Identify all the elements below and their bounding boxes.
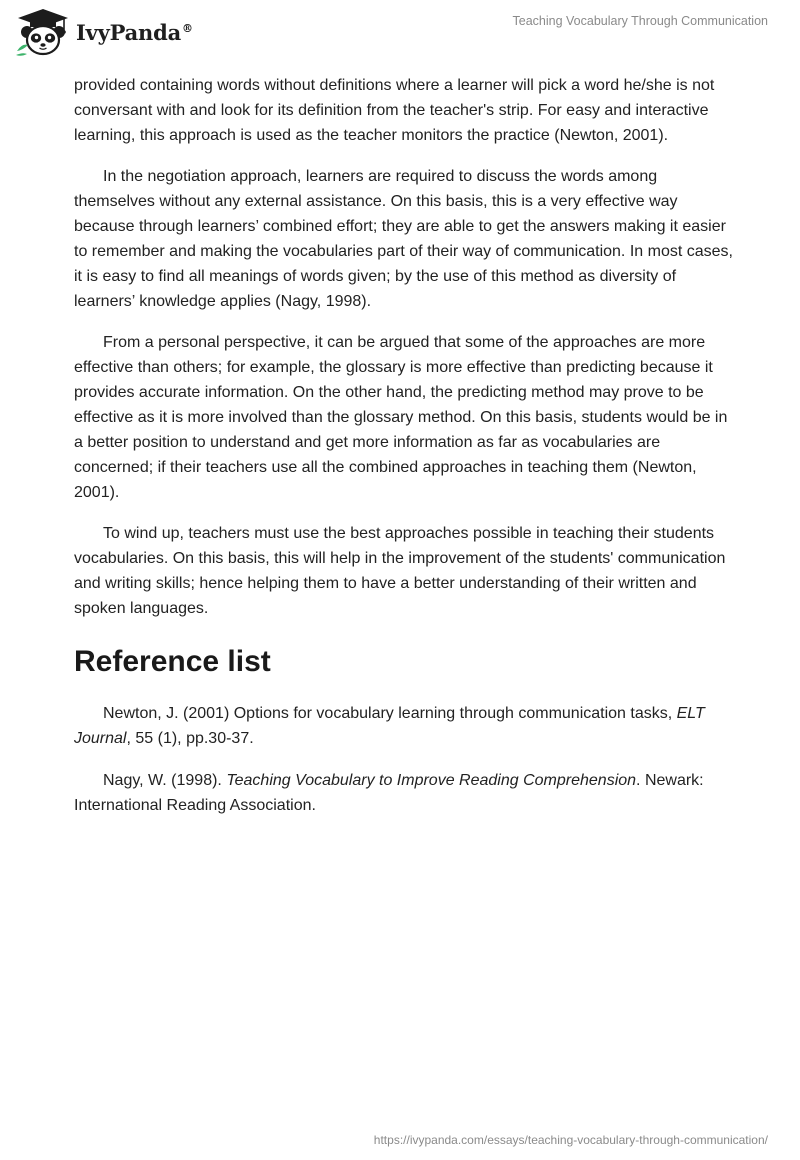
body-paragraph-2: In the negotiation approach, learners are required to discuss the words among themselves without any external assistance. On this basis, this is a very effective way because through learners’ combined effort; they are able to get the answers making it easier to remember and making the vocabularies part of their way of communication. In most cases, it is easy to find all meanings of words given; by the use of this method as diversity of learners’ knowledge applies (Nagy, 1998). bbox=[74, 168, 733, 310]
registered-mark: ® bbox=[182, 21, 193, 35]
body-paragraph-4: To wind up, teachers must use the best approaches possible in teaching their students vocabularies. On this basis, this will help in the improvement of the students' communication and writing skills; hence helping them to have a better understanding of their written and spoken languages. bbox=[74, 525, 726, 617]
running-title: Teaching Vocabulary Through Communication bbox=[512, 14, 768, 28]
source-url-link[interactable]: https://ivypanda.com/essays/teaching-vocabulary-through-communication/ bbox=[373, 1133, 768, 1147]
panda-graduate-icon bbox=[14, 7, 72, 57]
reference-2-title: Teaching Vocabulary to Improve Reading Comprehension bbox=[226, 772, 637, 789]
reference-2-details: . Newark: International Reading Association. bbox=[74, 772, 704, 814]
reference-item-1 bbox=[74, 701, 734, 751]
body-paragraph-3: From a personal perspective, it can be argued that some of the approaches are more effective than others; for example, the glossary is more effective than predicting because it provides accurate information. On the other hand, the predicting method may prove to be effective as it is more involved than the glossary method. On this basis, students would be in a better position to understand and get more information as far as vocabularies are concerned; if their teachers use all the combined approaches in teaching them (Newton, 2001). bbox=[74, 334, 728, 501]
ivypanda-logo[interactable] bbox=[14, 7, 193, 57]
reference-1-details: , 55 (1), pp.30-37. bbox=[126, 730, 254, 747]
body-paragraph-1: provided containing words without definitions where a learner will pick a word he/she is not conversant with and look for its definition from the teacher's strip. For easy and interactive learning, this approach is used as the teacher monitors the practice (Newton, 2001). bbox=[74, 77, 715, 144]
reference-1-journal: ELT Journal bbox=[74, 705, 705, 747]
reference-1-text: Newton, J. (2001) Options for vocabulary learning through communication tasks, bbox=[103, 705, 677, 722]
reference-2-text: Nagy, W. (1998). bbox=[103, 772, 227, 789]
reference-item-2 bbox=[74, 768, 734, 818]
essay-content bbox=[74, 70, 734, 835]
reference-list-heading: Reference list bbox=[74, 645, 271, 678]
brand-name: IvyPanda® bbox=[76, 19, 193, 45]
page-header bbox=[0, 0, 800, 70]
